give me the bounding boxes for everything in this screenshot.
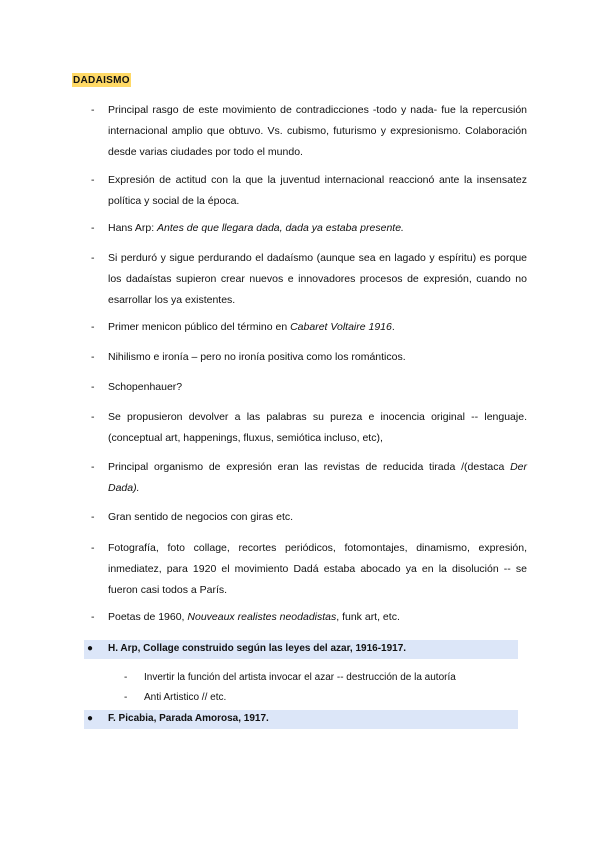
- dash-marker: -: [91, 174, 95, 186]
- list-item-text: Se propusieron devolver a las palabras su pureza e inocencia original -- lenguaje. (conceptual art, happenings, fluxus, semiótica incluso, etc),: [108, 411, 527, 444]
- list-item-text: Si perduró y sigue perdurando el dadaísmo (aunque sea en lagado y espíritu) es porque los dadaístas supieron crear nuevos e innovadores procesos de expresión, cuando no esarrollar los ya existentes.: [108, 252, 527, 306]
- dash-marker: -: [91, 321, 95, 333]
- list-item-text: Hans Arp: Antes de que llegara dada, dada ya estaba presente.: [108, 222, 404, 234]
- list-item: [91, 377, 527, 398]
- list-item-text: Principal organismo de expresión eran las revistas de reducida tirada /(destaca Der Dada).: [108, 461, 527, 494]
- dash-marker: -: [91, 104, 95, 116]
- sub-list-item: [124, 691, 226, 705]
- dash-marker: -: [91, 252, 95, 264]
- dash-marker: -: [91, 222, 95, 234]
- list-item-text: Gran sentido de negocios con giras etc.: [108, 511, 294, 523]
- highlighted-bullet: [84, 640, 518, 659]
- list-item-text: Primer menicon público del término en Cabaret Voltaire 1916.: [108, 321, 395, 333]
- list-item: [91, 218, 527, 239]
- list-item-text: Expresión de actitud con la que la juventud internacional reaccionó ante la insensatez política y social de la época.: [108, 174, 527, 207]
- list-item-text: Nihilismo e ironía – pero no ironía positiva como los románticos.: [108, 351, 406, 363]
- list-item: [91, 317, 527, 338]
- list-item: [91, 407, 527, 449]
- bullet-dot: ●: [87, 643, 94, 654]
- list-item-text: Schopenhauer?: [108, 381, 183, 393]
- list-item: [91, 607, 527, 628]
- sub-list-item-text: Anti Artistico // etc.: [144, 692, 227, 703]
- list-item: [91, 538, 527, 601]
- bullet-text: H. Arp, Collage construido según las leyes del azar, 1916-1917.: [108, 643, 407, 654]
- list-item: [91, 457, 527, 499]
- dash-marker: -: [91, 351, 95, 363]
- highlighted-bullet: [84, 710, 518, 729]
- list-item: [91, 170, 527, 212]
- dash-marker: -: [91, 611, 95, 623]
- dash-marker: -: [91, 411, 95, 423]
- bullet-text: F. Picabia, Parada Amorosa, 1917.: [108, 713, 269, 724]
- list-item-text: Poetas de 1960, Nouveaux realistes neodadistas, funk art, etc.: [108, 611, 400, 623]
- dash-marker: -: [91, 542, 95, 554]
- list-item: [91, 248, 527, 311]
- list-item: [91, 507, 527, 528]
- list-item-text: Principal rasgo de este movimiento de contradicciones -todo y nada- fue la repercusión internacional amplio que obtuvo. Vs. cubismo, futurismo y expresionismo. Colaboración desde varias ciudades por todo el mundo.: [108, 104, 527, 158]
- sub-list-item: [124, 671, 456, 685]
- list-item: [91, 347, 527, 368]
- dash-marker: -: [91, 461, 95, 473]
- dash-marker: -: [91, 511, 95, 523]
- sub-list-item-text: Invertir la función del artista invocar el azar -- destrucción de la autoría: [144, 672, 456, 683]
- list-item: [91, 100, 527, 163]
- dash-marker: -: [91, 381, 95, 393]
- document-title: DADAISMO: [73, 75, 130, 86]
- dash-marker: -: [124, 692, 128, 703]
- dash-marker: -: [124, 672, 128, 683]
- list-item-text: Fotografía, foto collage, recortes periódicos, fotomontajes, dinamismo, expresión, inmediatez, para 1920 el movimiento Dadá estaba abocado ya en la disolución -- se fueron casi todos a París.: [108, 542, 527, 596]
- bullet-dot: ●: [87, 713, 94, 724]
